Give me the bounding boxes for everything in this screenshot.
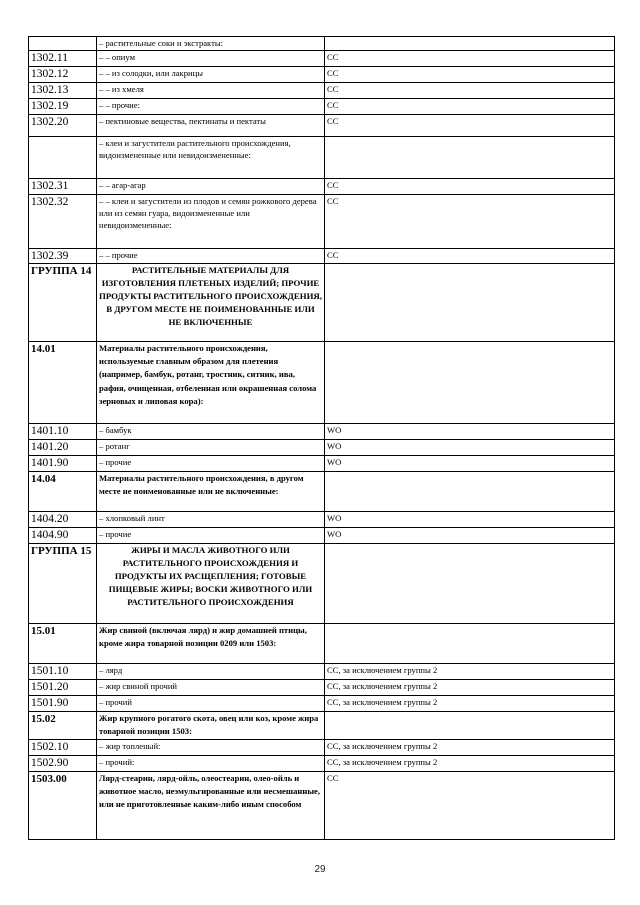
description-cell: ЖИРЫ И МАСЛА ЖИВОТНОГО ИЛИ РАСТИТЕЛЬНОГО ПРОИСХОЖДЕНИЯ И ПРОДУКТЫ ИХ РАСЩЕПЛЕНИЯ; ГОТОВЫЕ ПИЩЕВЫЕ ЖИРЫ; ВОСКИ ЖИВОТНОГО ИЛИ РАСТИТЕЛЬНОГО ПРОИСХОЖДЕНИЯ: [97, 544, 325, 624]
table-row: [29, 179, 615, 195]
tariff-code-cell: 1302.12: [29, 67, 97, 83]
origin-criterion-cell: WO: [325, 456, 615, 472]
tariff-code-cell: 1401.10: [29, 424, 97, 440]
description-cell: – жир свиной прочий: [97, 680, 325, 696]
origin-criterion-cell: СС: [325, 99, 615, 115]
table-row: [29, 249, 615, 264]
origin-criterion-cell: СС: [325, 179, 615, 195]
description-cell: – жир топленый:: [97, 740, 325, 756]
table-row: [29, 137, 615, 179]
description-cell: – пектиновые вещества, пектинаты и пектаты: [97, 115, 325, 137]
tariff-code-cell: [29, 37, 97, 51]
heading-row: [29, 472, 615, 512]
description-cell: Жир свиной (включая лярд) и жир домашней птицы, кроме жира товарной позиции 0209 или 1503:: [97, 624, 325, 664]
origin-criterion-cell: СС: [325, 67, 615, 83]
table-row: [29, 696, 615, 712]
table-row: [29, 756, 615, 772]
description-cell: – – опиум: [97, 51, 325, 67]
origin-criterion-cell: СС, за исключением группы 2: [325, 740, 615, 756]
origin-criterion-cell: WO: [325, 512, 615, 528]
description-cell: – прочие: [97, 456, 325, 472]
tariff-code-cell: 1501.20: [29, 680, 97, 696]
tariff-code-cell: 1501.90: [29, 696, 97, 712]
group-header-row: [29, 264, 615, 342]
description-cell: – лярд: [97, 664, 325, 680]
tariff-code-cell: 15.01: [29, 624, 97, 664]
tariff-code-cell: 1302.31: [29, 179, 97, 195]
heading-row: [29, 772, 615, 840]
table-row: [29, 528, 615, 544]
tariff-code-cell: ГРУППА 15: [29, 544, 97, 624]
table-row: [29, 664, 615, 680]
description-cell: РАСТИТЕЛЬНЫЕ МАТЕРИАЛЫ ДЛЯ ИЗГОТОВЛЕНИЯ ПЛЕТЕНЫХ ИЗДЕЛИЙ; ПРОЧИЕ ПРОДУКТЫ РАСТИТЕЛЬНОГО ПРОИСХОЖДЕНИЯ, В ДРУГОМ МЕСТЕ НЕ ПОИМЕНОВАННЫЕ ИЛИ НЕ ВКЛЮЧЕННЫЕ: [97, 264, 325, 342]
description-cell: – прочие: [97, 528, 325, 544]
table-row: [29, 680, 615, 696]
description-cell: – – прочие:: [97, 99, 325, 115]
description-cell: – растительные соки и экстракты:: [97, 37, 325, 51]
description-cell: – прочий:: [97, 756, 325, 772]
heading-row: [29, 712, 615, 740]
tariff-code-cell: 1302.20: [29, 115, 97, 137]
origin-criterion-cell: [325, 472, 615, 512]
tariff-code-cell: 1502.10: [29, 740, 97, 756]
tariff-code-cell: 14.01: [29, 342, 97, 424]
description-cell: – ротанг: [97, 440, 325, 456]
heading-row: [29, 624, 615, 664]
description-cell: – – прочие: [97, 249, 325, 264]
tariff-code-cell: ГРУППА 14: [29, 264, 97, 342]
description-cell: – прочий: [97, 696, 325, 712]
description-cell: Лярд-стеарин, лярд-ойль, олеостеарин, олео-ойль и животное масло, неэмульгированные или несмешанные, или не приготовленные каким-либо иным способом: [97, 772, 325, 840]
tariff-code-cell: 1404.90: [29, 528, 97, 544]
origin-criterion-cell: СС, за исключением группы 2: [325, 756, 615, 772]
origin-criterion-cell: [325, 544, 615, 624]
heading-row: [29, 342, 615, 424]
tariff-code-cell: 1501.10: [29, 664, 97, 680]
tariff-code-cell: [29, 137, 97, 179]
tariff-table: [28, 36, 615, 840]
origin-criterion-cell: СС: [325, 772, 615, 840]
description-cell: – – клеи и загустители из плодов и семян рожкового дерева или из семян гуара, видоизмененные или невидоизмененные:: [97, 195, 325, 249]
table-row: [29, 195, 615, 249]
origin-criterion-cell: СС, за исключением группы 2: [325, 696, 615, 712]
table-row: [29, 67, 615, 83]
tariff-code-cell: 14.04: [29, 472, 97, 512]
origin-criterion-cell: WO: [325, 440, 615, 456]
table-row: [29, 740, 615, 756]
origin-criterion-cell: WO: [325, 424, 615, 440]
tariff-code-cell: 1401.90: [29, 456, 97, 472]
origin-criterion-cell: WO: [325, 528, 615, 544]
table-row: [29, 456, 615, 472]
origin-criterion-cell: [325, 342, 615, 424]
origin-criterion-cell: СС, за исключением группы 2: [325, 680, 615, 696]
description-cell: Материалы растительного происхождения, используемые главным образом для плетения (например, бамбук, ротанг, тростник, ситник, ива, рафия, очищенная, отбеленная или окрашенная солома зерновых и липовая кора):: [97, 342, 325, 424]
origin-criterion-cell: [325, 712, 615, 740]
table-row: [29, 115, 615, 137]
tariff-table-body: [29, 37, 615, 840]
origin-criterion-cell: СС: [325, 83, 615, 99]
origin-criterion-cell: [325, 37, 615, 51]
tariff-code-cell: 1302.13: [29, 83, 97, 99]
description-cell: – – из хмеля: [97, 83, 325, 99]
description-cell: Жир крупного рогатого скота, овец или коз, кроме жира товарной позиции 1503:: [97, 712, 325, 740]
description-cell: Материалы растительного происхождения, в другом месте не поименованные или не включенные:: [97, 472, 325, 512]
tariff-code-cell: 1401.20: [29, 440, 97, 456]
description-cell: – – из солодки, или лакрицы: [97, 67, 325, 83]
origin-criterion-cell: [325, 624, 615, 664]
tariff-code-cell: 1404.20: [29, 512, 97, 528]
origin-criterion-cell: [325, 264, 615, 342]
description-cell: – клеи и загустители растительного происхождения, видоизмененные или невидоизмененные:: [97, 137, 325, 179]
page-number: 29: [314, 864, 326, 875]
origin-criterion-cell: СС: [325, 195, 615, 249]
tariff-code-cell: 1302.19: [29, 99, 97, 115]
tariff-code-cell: 1302.32: [29, 195, 97, 249]
tariff-code-cell: 15.02: [29, 712, 97, 740]
description-cell: – – агар-агар: [97, 179, 325, 195]
table-row: [29, 99, 615, 115]
tariff-code-cell: 1302.39: [29, 249, 97, 264]
table-row: [29, 512, 615, 528]
tariff-code-cell: 1502.90: [29, 756, 97, 772]
origin-criterion-cell: СС: [325, 115, 615, 137]
group-header-row: [29, 544, 615, 624]
table-row: [29, 83, 615, 99]
description-cell: – хлопковый линт: [97, 512, 325, 528]
origin-criterion-cell: СС: [325, 249, 615, 264]
description-cell: – бамбук: [97, 424, 325, 440]
table-row: [29, 440, 615, 456]
table-row: [29, 51, 615, 67]
tariff-code-cell: 1503.00: [29, 772, 97, 840]
table-row: [29, 37, 615, 51]
origin-criterion-cell: [325, 137, 615, 179]
table-row: [29, 424, 615, 440]
tariff-code-cell: 1302.11: [29, 51, 97, 67]
origin-criterion-cell: СС, за исключением группы 2: [325, 664, 615, 680]
origin-criterion-cell: СС: [325, 51, 615, 67]
